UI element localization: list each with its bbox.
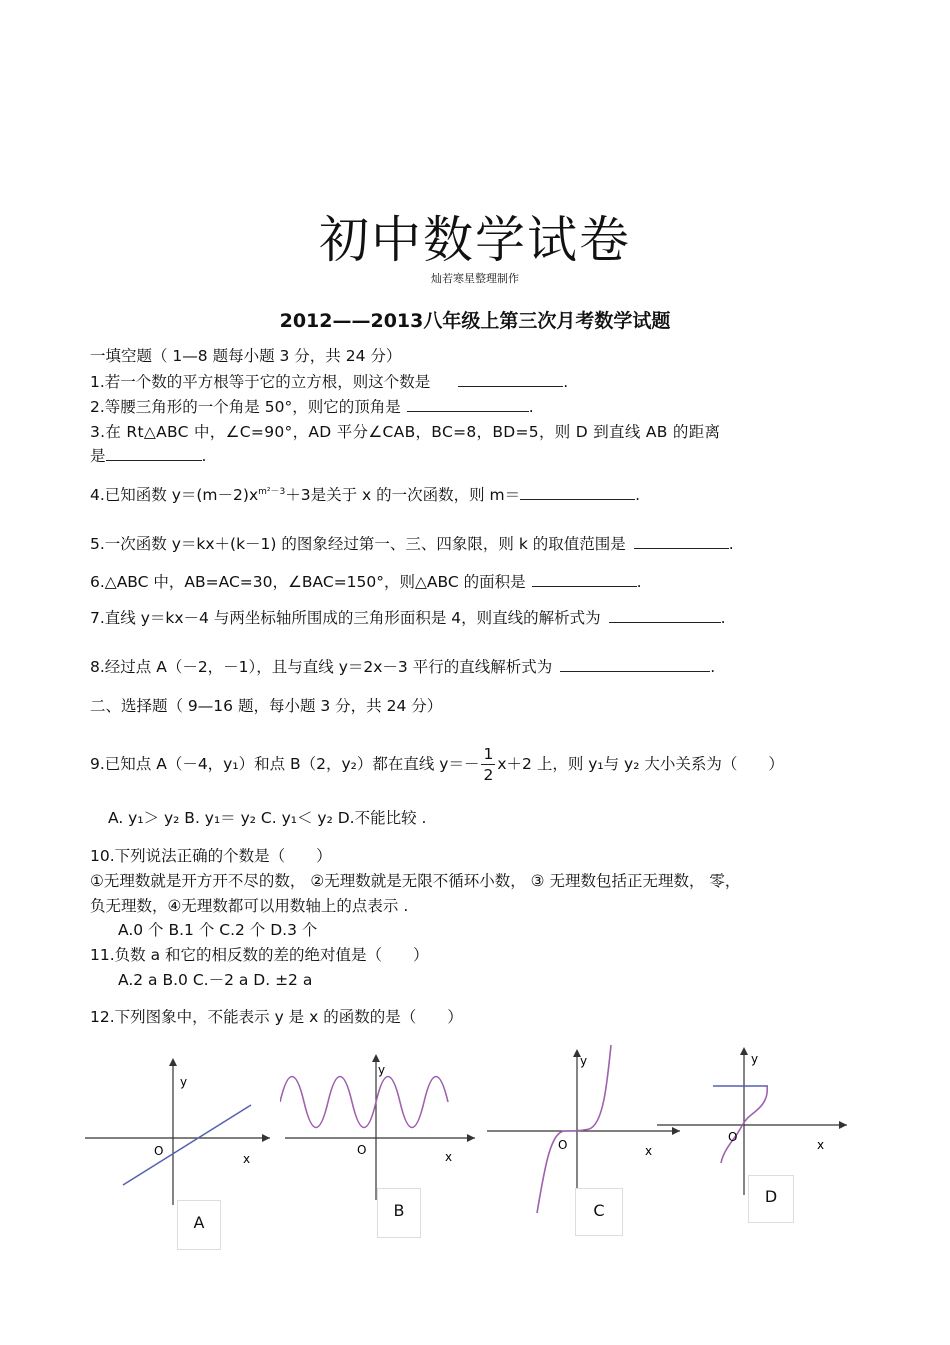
question-9	[90, 744, 784, 785]
question-10: 10.下列说法正确的个数是（ ）	[90, 847, 332, 865]
question-12: 12.下列图象中，不能表示 y 是 x 的函数的是（ ）	[90, 1008, 463, 1026]
question-9-text-b: x＋2 上，则 y₁与 y₂ 大小关系为（ ）	[497, 755, 784, 773]
question-4-text-b: ＋3是关于 x 的一次函数，则 m＝	[285, 486, 521, 504]
x-axis-label: x	[817, 1138, 825, 1152]
x-axis-label: x	[445, 1150, 453, 1164]
sine-curve	[280, 1077, 448, 1128]
question-8: 8.经过点 A（－2，－1），且与直线 y＝2x－3 平行的直线解析式为 .	[90, 658, 716, 676]
origin-label: O	[154, 1144, 164, 1158]
x-axis-arrow-icon	[467, 1134, 475, 1142]
y-axis-arrow-icon	[169, 1058, 177, 1066]
question-7-text: 7.直线 y＝kx－4 与两坐标轴所围成的三角形面积是 4，则直线的解析式为	[90, 609, 601, 627]
origin-label: O	[728, 1130, 738, 1144]
question-9-options: A. y₁＞ y₂ B. y₁＝ y₂ C. y₁＜ y₂ D.不能比较 .	[108, 809, 427, 827]
page-title: 初中数学试卷	[319, 211, 631, 269]
y-axis-label: y	[378, 1063, 386, 1077]
page-subtitle: 灿若寒星整理制作	[431, 272, 519, 285]
question-9-text-a: 9.已知点 A（－4，y₁）和点 B（2，y₂）都在直线 y＝－	[90, 755, 480, 773]
y-axis-label: y	[751, 1052, 759, 1066]
y-axis-arrow-icon	[740, 1047, 748, 1055]
question-2-text: 2.等腰三角形的一个角是 50°，则它的顶角是	[90, 398, 401, 416]
question-5: 5.一次函数 y＝kx＋(k－1) 的图象经过第一、三、四象限，则 k 的取值范围是 .	[90, 535, 734, 553]
figure-label-c: C	[575, 1188, 623, 1236]
y-axis-arrow-icon	[372, 1054, 380, 1062]
answer-blank	[106, 446, 202, 461]
origin-label: O	[558, 1138, 568, 1152]
x-axis-label: x	[243, 1152, 251, 1166]
question-10-line1: ①无理数就是开方开不尽的数， ②无理数就是无限不循环小数， ③ 无理数包括正无理数， 零，	[90, 872, 741, 890]
section1-title: 一填空题（ 1—8 题每小题 3 分，共 24 分）	[90, 347, 402, 365]
y-axis-label: y	[180, 1075, 188, 1089]
answer-blank	[634, 534, 729, 549]
x-axis-arrow-icon	[262, 1134, 270, 1142]
x-axis-arrow-icon	[839, 1121, 847, 1129]
fraction-denominator: 2	[483, 766, 494, 784]
figure-label-d: D	[748, 1175, 794, 1223]
answer-blank	[458, 372, 563, 387]
question-3-cont-text: 是	[90, 447, 106, 465]
linear-graph-line	[123, 1105, 251, 1185]
figure-label-a: A	[177, 1200, 221, 1250]
answer-blank	[609, 608, 721, 623]
question-6: 6.△ABC 中，AB=AC=30，∠BAC=150°，则△ABC 的面积是 .	[90, 573, 642, 591]
question-11-options: A.2 a B.0 C.－2 a D. ±2 a	[118, 971, 313, 989]
figure-label-b: B	[377, 1188, 421, 1238]
graph-a	[80, 1050, 280, 1210]
answer-blank	[407, 397, 529, 412]
question-4: 4.已知函数 $y=(m-2)x^{m^2-3}+3$是关于 x 的一次函数，则 m＝ .	[90, 486, 641, 504]
exam-heading: 2012——2013八年级上第三次月考数学试题	[279, 310, 671, 332]
question-6-text: 6.△ABC 中，AB=AC=30，∠BAC=150°，则△ABC 的面积是	[90, 573, 526, 591]
answer-blank	[560, 657, 710, 672]
origin-label: O	[357, 1143, 367, 1157]
question-8-text: 8.经过点 A（－2，－1），且与直线 y＝2x－3 平行的直线解析式为	[90, 658, 553, 676]
question-11: 11.负数 a 和它的相反数的差的绝对值是（ ）	[90, 946, 429, 964]
x-axis-label: x	[645, 1144, 653, 1158]
graph-b	[280, 1050, 480, 1210]
question-1-text: 1.若一个数的平方根等于它的立方根，则这个数是	[90, 373, 431, 391]
question-9-fraction	[481, 744, 495, 785]
question-3-cont: 是 .	[90, 447, 207, 465]
y-axis-label: y	[580, 1054, 588, 1068]
answer-blank	[532, 572, 637, 587]
answer-blank	[520, 485, 635, 500]
fraction-numerator: 1	[483, 745, 494, 763]
question-5-text: 5.一次函数 y＝kx＋(k－1) 的图象经过第一、三、四象限，则 k 的取值范围是	[90, 535, 626, 553]
question-10-options: A.0 个 B.1 个 C.2 个 D.3 个	[118, 921, 318, 939]
question-2: 2.等腰三角形的一个角是 50°，则它的顶角是 .	[90, 398, 534, 416]
question-3: 3.在 Rt△ABC 中，∠C=90°，AD 平分∠CAB，BC=8，BD=5，则 D 到直线 AB 的距离	[90, 423, 721, 441]
question-7: 7.直线 y＝kx－4 与两坐标轴所围成的三角形面积是 4，则直线的解析式为 .	[90, 609, 726, 627]
question-4-exponent: m²－3	[258, 486, 286, 497]
question-4-text-a: 4.已知函数 y＝(m－2)x	[90, 486, 259, 504]
section2-title: 二、选择题（ 9—16 题，每小题 3 分，共 24 分）	[90, 697, 443, 715]
question-10-line2: 负无理数，④无理数都可以用数轴上的点表示 .	[90, 897, 409, 915]
question-1: 1.若一个数的平方根等于它的立方根，则这个数是 .	[90, 373, 569, 391]
